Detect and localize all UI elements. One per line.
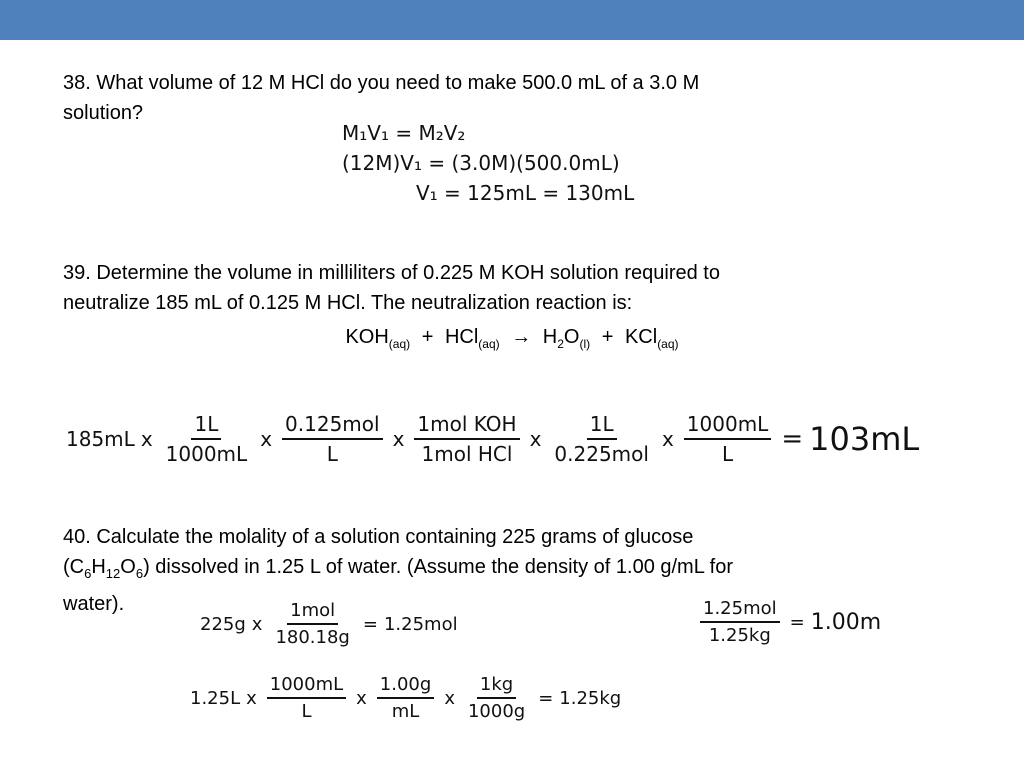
q38-work-line-1: M₁V₁ = M₂V₂ bbox=[342, 121, 466, 145]
plus-sign: + bbox=[601, 326, 614, 348]
q40-molality-result: 1.00m bbox=[810, 609, 882, 635]
q39-start-value: 185mL bbox=[66, 427, 135, 451]
product-kcl: KCl$_{(aq)}$ bbox=[624, 326, 679, 351]
q40-mass-conversion bbox=[190, 674, 621, 722]
times-sign: x bbox=[392, 427, 405, 451]
times-sign: x bbox=[251, 613, 263, 635]
q38-handwritten-work bbox=[342, 118, 634, 208]
header-bar bbox=[0, 0, 1024, 40]
q40-density-factor: $\frac{1.00g}{mL}$ bbox=[377, 674, 435, 722]
times-sign: x bbox=[260, 427, 273, 451]
equals-sign: = bbox=[789, 611, 805, 633]
question-39 bbox=[63, 258, 720, 318]
q40-volume-factor: $\frac{1000mL}{L}$ bbox=[267, 674, 346, 722]
q39-result: 103mL bbox=[809, 420, 920, 458]
q40-molar-mass-factor: $\frac{\text{1mol}}{180.18g}$ bbox=[275, 600, 350, 648]
q39-factor-3: $\frac{\text{1mol KOH}}{\text{1mol HCl}}$ bbox=[414, 412, 519, 466]
question-38-line-2: solution? bbox=[63, 102, 144, 124]
reaction-arrow: → bbox=[511, 326, 532, 348]
reactant-hcl: HCl$_{(aq)}$ bbox=[444, 326, 500, 351]
times-sign: x bbox=[529, 427, 542, 451]
equals-sign: = bbox=[538, 687, 554, 709]
times-sign: x bbox=[246, 687, 257, 709]
reactant-koh: $KOH_{(aq)}$ bbox=[345, 326, 411, 351]
question-39-line-1: 39. Determine the volume in milliliters of 0.225 M KOH solution required to bbox=[63, 262, 720, 284]
q40-volume: 1.25L bbox=[190, 687, 241, 709]
question-40-line-1: 40. Calculate the molality of a solution containing 225 grams of glucose bbox=[63, 526, 694, 548]
q39-factor-4: $\frac{1L}{\text{0.225mol}}$ bbox=[554, 412, 649, 466]
neutralization-reaction bbox=[0, 326, 1024, 351]
plus-sign: + bbox=[421, 326, 434, 348]
q39-factor-1: $\frac{1L}{1000mL}$ bbox=[165, 412, 248, 466]
times-sign: x bbox=[444, 687, 455, 709]
times-sign: x bbox=[356, 687, 367, 709]
q40-moles-result: 1.25mol bbox=[383, 613, 458, 635]
q40-mass-result: 1.25kg bbox=[559, 687, 622, 709]
times-sign: x bbox=[661, 427, 674, 451]
q40-grams: 225g bbox=[200, 613, 246, 635]
question-39-line-2: neutralize 185 mL of 0.125 M HCl. The neutralization reaction is: bbox=[63, 292, 633, 314]
times-sign: x bbox=[140, 427, 153, 451]
q38-work-line-2: (12M)V₁ = (3.0M)(500.0mL) bbox=[342, 151, 620, 175]
q38-work-line-3: V₁ = 125mL = 130mL bbox=[416, 181, 635, 205]
question-40-line-2: $(C_6H_{12}O_6)$ dissolved in 1.25 L of water. (Assume the density of 1.00 g/mL for bbox=[63, 556, 733, 581]
question-40-line-3: water). bbox=[63, 593, 125, 615]
q40-molality-fraction: $\frac{\text{1.25mol}}{1.25kg}$ bbox=[700, 598, 780, 646]
q40-molality-calculation bbox=[696, 598, 881, 646]
question-38-line-1: 38. What volume of 12 M HCl do you need to make 500.0 mL of a 3.0 M bbox=[63, 72, 700, 94]
q39-factor-5: $\frac{1000mL}{L}$ bbox=[684, 412, 772, 466]
q39-handwritten-work bbox=[66, 412, 919, 466]
q39-factor-2: $\frac{\text{0.125mol}}{L}$ bbox=[282, 412, 383, 466]
q40-mass-factor: $\frac{1kg}{1000g}$ bbox=[467, 674, 526, 722]
product-h2o: $H_2O_{(l)}$ bbox=[542, 326, 591, 351]
equals-sign: = bbox=[781, 424, 804, 454]
q40-molar-conversion bbox=[200, 600, 458, 648]
equals-sign: = bbox=[362, 613, 378, 635]
